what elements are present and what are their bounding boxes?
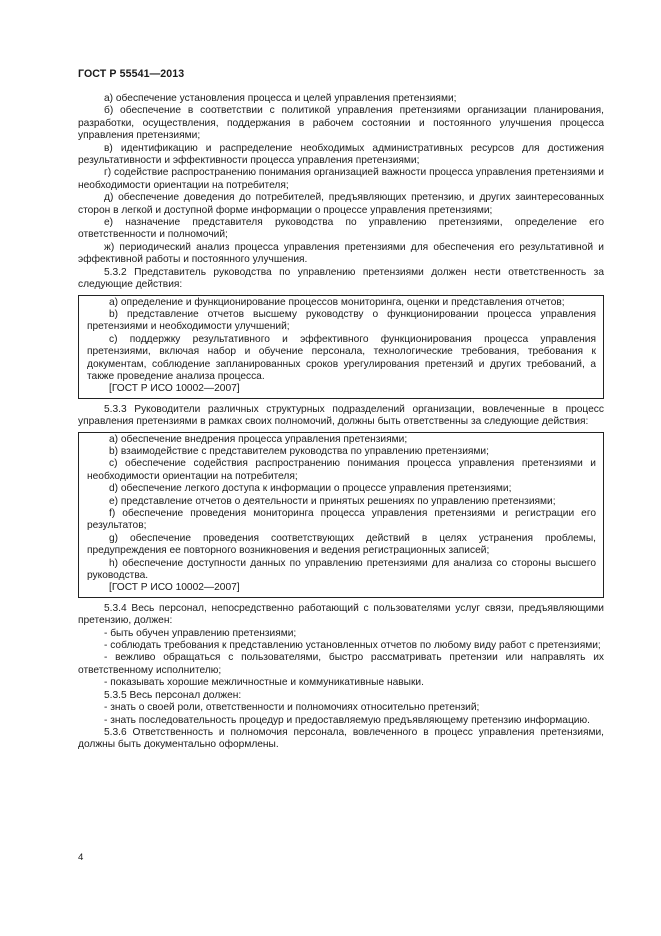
list-item: в) идентификацию и распределение необходимых административных ресурсов для достижения результативности и эффективности процесса управления претензиями;: [78, 142, 604, 167]
quote-box-5-3-2: [78, 295, 604, 399]
section-5-3-4: 5.3.4 Весь персонал, непосредственно работающий с пользователями услуг связи, предъявляющими претензию, должен:: [78, 602, 604, 627]
list-item: h) обеспечение доступности данных по управлению претензиями для анализа со стороны высшего руководства.: [87, 557, 596, 582]
list-item: - знать последовательность процедур и предоставляемую предъявляющему претензию информацию.: [104, 714, 590, 726]
quote-reference: [ГОСТ Р ИСО 10002—2007]: [109, 582, 240, 594]
list-item: г) содействие распространению понимания организацией важности процесса управления претензиями и необходимости ориентации на потребителя;: [78, 167, 604, 191]
list-item: ж) периодический анализ процесса управления претензиями для обеспечения его результативной и эффективной работы и постоянного улучшения.: [78, 241, 604, 266]
section-5-3-6: 5.3.6 Ответственность и полномочия персонала, вовлеченного в процесс управления претензиями, должны быть документально оформлены.: [78, 726, 604, 751]
list-item: д) обеспечение доведения до потребителей, предъявляющих претензию, и других заинтересованных сторон в легкой и доступной форме информации о процессе управления претензиями;: [78, 192, 604, 216]
list-item: d) обеспечение легкого доступа к информации о процессе управления претензиями;: [109, 483, 512, 495]
section-5-3-3: 5.3.3 Руководители различных структурных подразделений организации, вовлеченные в процесс управления претензиями в рамках своих полномочий, должны быть ответственны за следующие действия:: [78, 403, 604, 428]
list-item: с) поддержку результативного и эффективного функционирования процесса управления претензиями, включая набор и обучение персонала, технологические требования, требования к документам, соблюдение запланированных сроков урегулирования претензий и других требований, а также проведение анализа процесса.: [87, 333, 596, 382]
list-item: а) обеспечение установления процесса и целей управления претензиями;: [104, 93, 457, 104]
page-body: [78, 93, 604, 752]
intro-list: [78, 93, 604, 267]
list-item: g) обеспечение проведения соответствующих действий в целях устранения проблемы, предупреждения ее повторного возникновения и ведения регистрационных записей;: [87, 532, 596, 557]
list-item: б) обеспечение в соответствии с политикой управления претензиями организации планирования, разработки, осуществления, поддержания в рабочем состоянии и постоянного улучшения процесса управления претензиями;: [78, 105, 604, 142]
section-5-3-2: 5.3.2 Представитель руководства по управлению претензиями должен нести ответственность за следующие действия:: [78, 266, 604, 291]
list-item: с) обеспечение содействия распространению понимания процесса управления претензиями и необходимости ориентации на потребителя;: [87, 458, 596, 482]
list-item: - показывать хорошие межличностные и коммуникативные навыки.: [104, 677, 424, 689]
list-item: - вежливо обращаться с пользователями, быстро рассматривать претензии или направлять их ответственному исполнителю;: [78, 652, 604, 676]
list-item: - быть обучен управлению претензиями;: [104, 627, 297, 639]
section-5-3-5: 5.3.5 Весь персонал должен:: [104, 689, 242, 701]
quote-box-5-3-3: [78, 432, 604, 598]
list-item: е) представление отчетов о деятельности и принятых решениях по управлению претензиями;: [109, 495, 556, 507]
list-item: а) обеспечение внедрения процесса управления претензиями;: [109, 433, 408, 445]
list-item: а) определение и функционирование процессов мониторинга, оценки и представления отчетов;: [109, 296, 565, 308]
list-item: b) взаимодействие с представителем руководства по управлению претензиями;: [109, 445, 489, 457]
page-number: 4: [78, 852, 84, 863]
list-item: - соблюдать требования к представлению установленных отчетов по любому виду работ с претензиями;: [104, 640, 601, 652]
document-code: ГОСТ Р 55541—2013: [78, 68, 185, 80]
list-item: b) представление отчетов высшему руководству о функционировании процесса управления претензиями и необходимости улучшений;: [87, 308, 596, 333]
list-item: - знать о своей роли, ответственности и полномочиях относительно претензий;: [104, 702, 480, 714]
list-item: f) обеспечение проведения мониторинга процесса управления претензиями и регистрации его результатов;: [87, 508, 596, 532]
quote-reference: [ГОСТ Р ИСО 10002—2007]: [109, 383, 240, 395]
list-item: е) назначение представителя руководства по управлению претензиями, определение его ответственности и полномочий;: [78, 217, 604, 241]
